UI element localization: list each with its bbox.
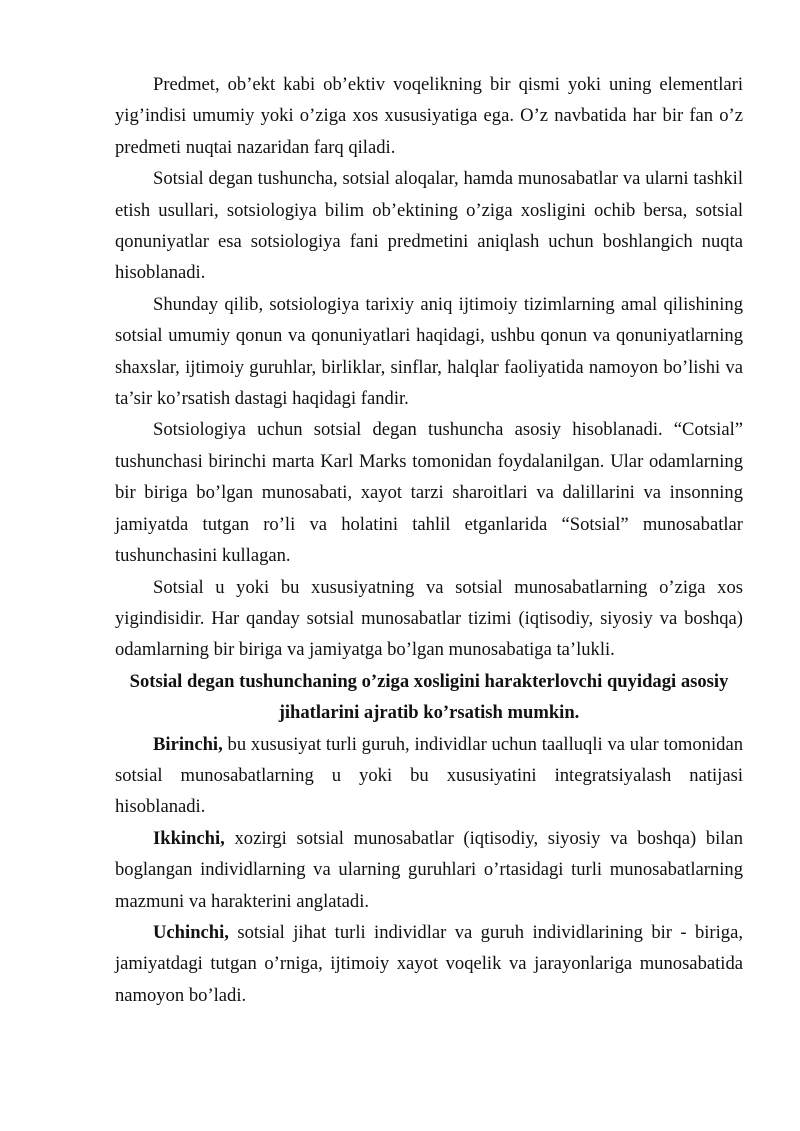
point-second: [115, 823, 743, 917]
paragraph-karl-marks: Sotsiologiya uchun sotsial degan tushuncha asosiy hisoblanadi. “Cotsial” tushunchasi birinchi marta Karl Marks tomonidan foydalanilgan. Ular odamlarning bir biriga bo’lgan munosabati, xayot tarzi sharoitlari va dalillarini va insonning jamiyatda tutgan ro’li va holatini tahlil etganlarida “Sotsial” munosabatlar tushunchasini kullagan.: [115, 419, 743, 567]
point-third-text: sotsial jihat turli individlar va guruh individlarining bir - biriga, jamiyatdagi tutgan o’rniga, ijtimoiy xayot voqelik va jarayonlariga munosabatida namoyon bo’ladi.: [115, 921, 743, 1006]
point-second-text: xozirgi sotsial munosabatlar (iqtisodiy, siyosiy va boshqa) bilan boglangan individlarning va ularning guruhlari o’rtasidagi turli munosabatlarning mazmuni va harakterini anglatadi.: [115, 827, 743, 912]
point-third: [115, 917, 743, 1011]
paragraph-predmet: Predmet, ob’ekt kabi ob’ektiv voqelikning bir qismi yoki uning elementlari yig’indisi umumiy yoki o’ziga xos xususiyatiga ega. O’z navbatida har bir fan o’z predmeti nuqtai nazaridan farq qiladi.: [115, 74, 743, 158]
section-heading: Sotsial degan tushunchaning o’ziga xosligini harakterlovchi quyidagi asosiy jihatlarini ajratib ko’rsatish mumkin.: [129, 670, 729, 724]
point-third-lead: Uchinchi,: [153, 921, 229, 943]
document-page: [115, 69, 743, 1011]
point-second-lead: Ikkinchi,: [153, 827, 225, 849]
paragraph-munosabatlar-tizimi: Sotsial u yoki bu xususiyatning va sotsial munosabatlarning o’ziga xos yigindisidir. Har qanday sotsial munosabatlar tizimi (iqtisodiy, siyosiy va boshqa) odamlarning bir biriga va jamiyatga bo’lgan munosabatiga ta’lukli.: [115, 576, 743, 661]
paragraph-sotsial-tushuncha: Sotsial degan tushuncha, sotsial aloqalar, hamda munosabatlar va ularni tashkil etish usullari, sotsiologiya bilim ob’ektining o’ziga xosligini ochib bersa, sotsial qonuniyatlar esa sotsiologiya fani predmetini aniqlash uchun boshlangich nuqta hisoblanadi.: [115, 168, 743, 284]
paragraph-sotsiologiya-fan: Shunday qilib, sotsiologiya tarixiy aniq ijtimoiy tizimlarning amal qilishining sotsial umumiy qonun va qonuniyatlari haqidagi, ushbu qonun va qonuniyatlarning shaxslar, ijtimoiy guruhlar, birliklar, sinflar, halqlar faoliyatida namoyon bo’lishi va ta’sir ko’rsatish dastagi haqidagi fandir.: [115, 293, 743, 410]
point-first: [115, 729, 743, 823]
point-first-text: bu xususiyat turli guruh, individlar uchun taalluqli va ular tomonidan sotsial munosabatlarning u yoki bu xususiyatini integratsiyalash natijasi hisoblanadi.: [115, 733, 743, 818]
point-first-lead: Birinchi,: [153, 733, 223, 755]
